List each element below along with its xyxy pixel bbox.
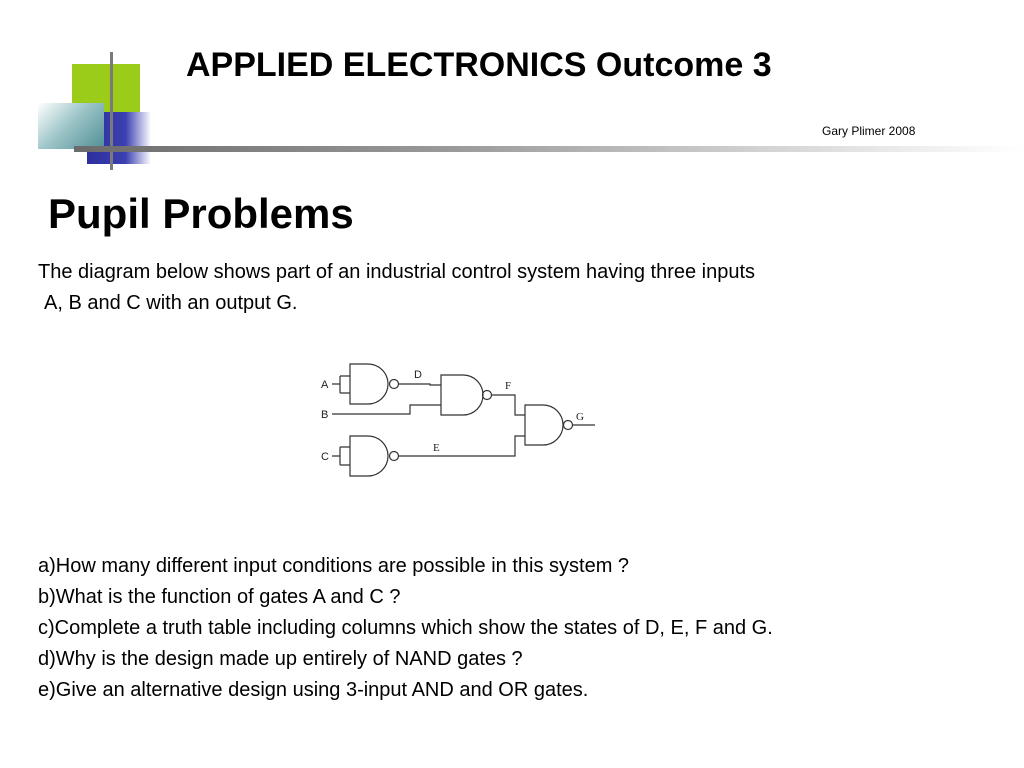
nand-circuit-diagram [300, 350, 600, 490]
nand-gate-f [441, 375, 483, 415]
slide-title: APPLIED ELECTRONICS Outcome 3 [186, 46, 772, 84]
gate-g-bubble [564, 421, 573, 430]
intro-text-line-1: The diagram below shows part of an industrial control system having three inputs [38, 261, 756, 283]
wire-b [332, 405, 441, 414]
wire-d [399, 384, 442, 385]
decor-horizontal-rule [74, 146, 1024, 152]
label-input-b: B [321, 409, 329, 421]
nand-gate-a [350, 364, 388, 404]
wire-e [399, 436, 526, 456]
question-b: b)What is the function of gates A and C ? [38, 586, 401, 608]
label-node-e: E [433, 442, 440, 454]
section-heading: Pupil Problems [48, 190, 354, 237]
label-input-c: C [321, 451, 329, 463]
question-e: e)Give an alternative design using 3-input AND and OR gates. [38, 679, 589, 701]
gate-a-bubble [390, 380, 399, 389]
gate-f-bubble [483, 391, 492, 400]
wire-f [492, 395, 526, 415]
decor-teal-square [38, 103, 104, 149]
label-input-a: A [321, 379, 329, 391]
question-d: d)Why is the design made up entirely of NAND gates ? [38, 648, 523, 670]
label-node-d: D [414, 369, 422, 381]
question-list [38, 553, 773, 708]
decor-vertical-line [110, 52, 113, 170]
gate-c-bubble [390, 452, 399, 461]
wire-a [332, 376, 350, 393]
label-node-g: G [576, 411, 584, 423]
question-a: a)How many different input conditions are possible in this system ? [38, 555, 630, 577]
intro-text-line-2: A, B and C with an output G. [44, 292, 298, 314]
label-node-f: F [505, 380, 512, 392]
question-c: c)Complete a truth table including columns which show the states of D, E, F and G. [38, 617, 773, 639]
wire-c [332, 447, 350, 465]
author-credit: Gary Plimer 2008 [822, 124, 916, 138]
nand-gate-g [525, 405, 563, 445]
nand-gate-c [350, 436, 388, 476]
